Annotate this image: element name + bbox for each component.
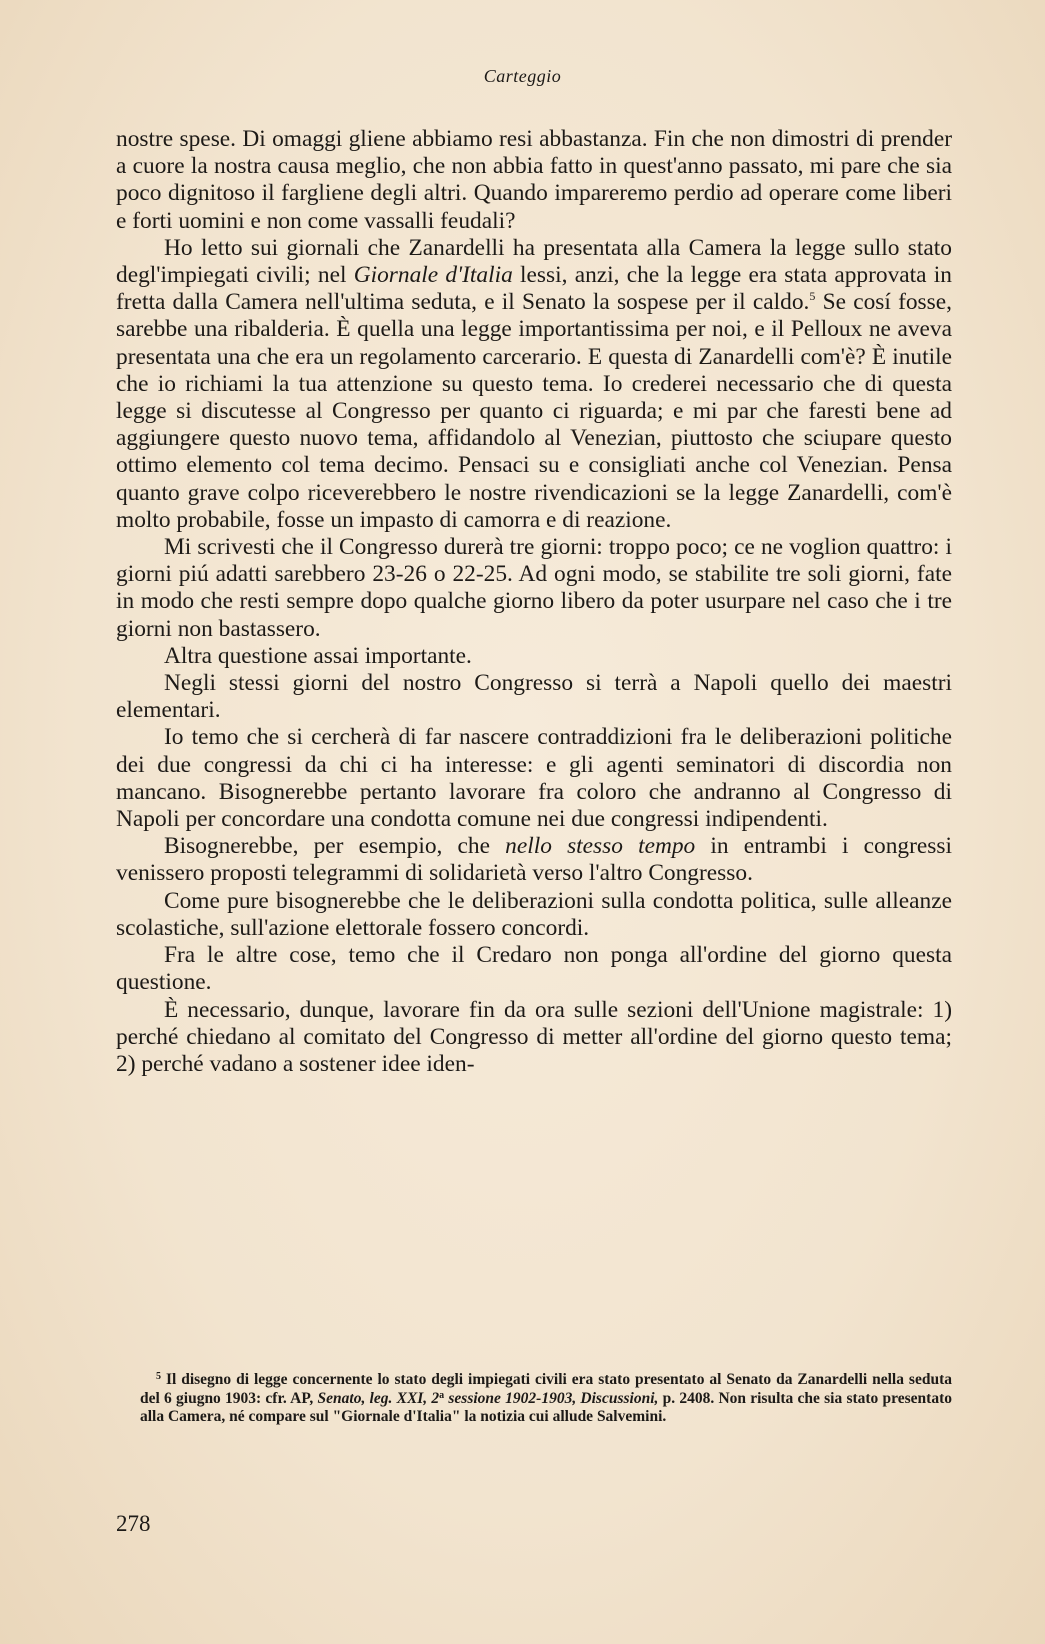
footnote-part-a: Il disegno di legge concernente lo stato degli impiegati civili era stato presentato al Senato da Zanardelli nella seduta del 6 giugno 1903: cfr. AP, — [140, 1371, 952, 1407]
paragraph-2-part-a: Ho letto sui giornali che Zanardelli ha presentata alla Camera la legge sullo stato degl'impiegati civili; nel — [116, 234, 952, 289]
paragraph-5: Negli stessi giorni del nostro Congresso si terrà a Napoli quello dei maestri elementari. — [116, 670, 952, 724]
paragraph-7 — [116, 833, 952, 887]
page-number: 278 — [116, 1511, 151, 1536]
footnote-ordinal: a — [439, 1389, 445, 1401]
paragraph-8: Come pure bisognerebbe che le deliberazioni sulla condotta politica, sulle alleanze scolastiche, sull'azione elettorale fossero concordi. — [116, 887, 952, 941]
newspaper-title: Giornale d'Italia — [353, 262, 513, 289]
paragraph-10: È necessario, dunque, lavorare fin da ora sulle sezioni dell'Unione magistrale: 1) perché chiedano al comitato del Congresso di metter all'ordine del giorno questo tema; 2) perché vadano a sostener idee iden- — [116, 996, 952, 1077]
paragraph-2 — [116, 235, 952, 534]
running-header: Carteggio — [483, 66, 562, 86]
footnote-text — [140, 1371, 952, 1427]
footnote-number: 5 — [156, 1371, 161, 1382]
paragraph-2-part-b: lessi, anzi, che la legge era stata approvata in fretta dalla Camera nell'ultima seduta, e il Senato la sospese per il caldo. — [116, 262, 952, 316]
footnote-citation-2: sessione 1902-1903, Discussioni, — [444, 1389, 659, 1407]
paragraph-1: nostre spese. Di omaggi gliene abbiamo resi abbastanza. Fin che non dimostri di prender a cuore la nostra causa meglio, che non abbia fatto in quest'anno passato, mi pare che sia poco dignitoso il fargliene degli altri. Quando impareremo perdio ad operare come liberi e forti uomini e non come vassalli feudali? — [116, 126, 952, 234]
footnote-part-b: p. 2408. Non risulta che sia stato presentato alla Camera, né compare sul "Giornale d'Italia" la notizia cui allude Salvemini. — [140, 1389, 952, 1425]
footnote-reference: 5 — [809, 289, 816, 304]
paragraph-6: Io temo che si cercherà di far nascere contraddizioni fra le deliberazioni politiche dei due congressi da chi ci ha interesse: e gli agenti seminatori di discordia non mancano. Bisognerebbe pertanto lavorare fra coloro che andranno al Congresso di Napoli per concordare una condotta comune nei due congressi indipendenti. — [116, 724, 952, 833]
paragraph-4: Altra questione assai importante. — [164, 642, 472, 669]
paragraph-9: Fra le altre cose, temo che il Credaro non ponga all'ordine del giorno questa questione. — [116, 942, 952, 996]
main-text — [116, 126, 952, 1078]
footnote-citation-1: Senato, leg. XXI, 2 — [317, 1389, 440, 1407]
paragraph-3: Mi scrivesti che il Congresso durerà tre giorni: troppo poco; ce ne voglion quattro: i giorni piú adatti sarebbero 23-26 o 22-25. Ad ogni modo, se stabilite tre soli giorni, fate in modo che resti sempre dopo qualche giorno libero da poter usurpare nel caso che i tre giorni non bastassero. — [116, 534, 952, 642]
emphasis-phrase: nello stesso tempo — [505, 833, 696, 860]
paragraph-2-part-c: Se cosí fosse, sarebbe una ribalderia. È quella una legge importantissima per noi, e il Pelloux ne aveva presentata una che era un regolamento carcerario. E questa di Zanardelli com'è? È inutile che io richiami la tua attenzione su questo tema. Io crederei necessario che di questa legge si discutesse al Congresso per quanto ci riguarda; e mi par che faresti bene ad aggiungere questo nuovo tema, affidandolo al Venezian, piuttosto che sciupare questo ottimo elemento col tema decimo. Pensaci su e consigliati anche col Venezian. Pensa quanto grave colpo riceverebbero le nostre rivendicazioni se la legge Zanardelli, com'è molto probabile, fosse un impasto di camorra e di reazione. — [116, 289, 952, 533]
paragraph-7-part-a: Bisognerebbe, per esempio, che — [164, 833, 506, 860]
paragraph-7-part-b: in entrambi i congressi venissero proposti telegrammi di solidarietà verso l'altro Congresso. — [116, 833, 953, 887]
footnote — [140, 1371, 952, 1427]
